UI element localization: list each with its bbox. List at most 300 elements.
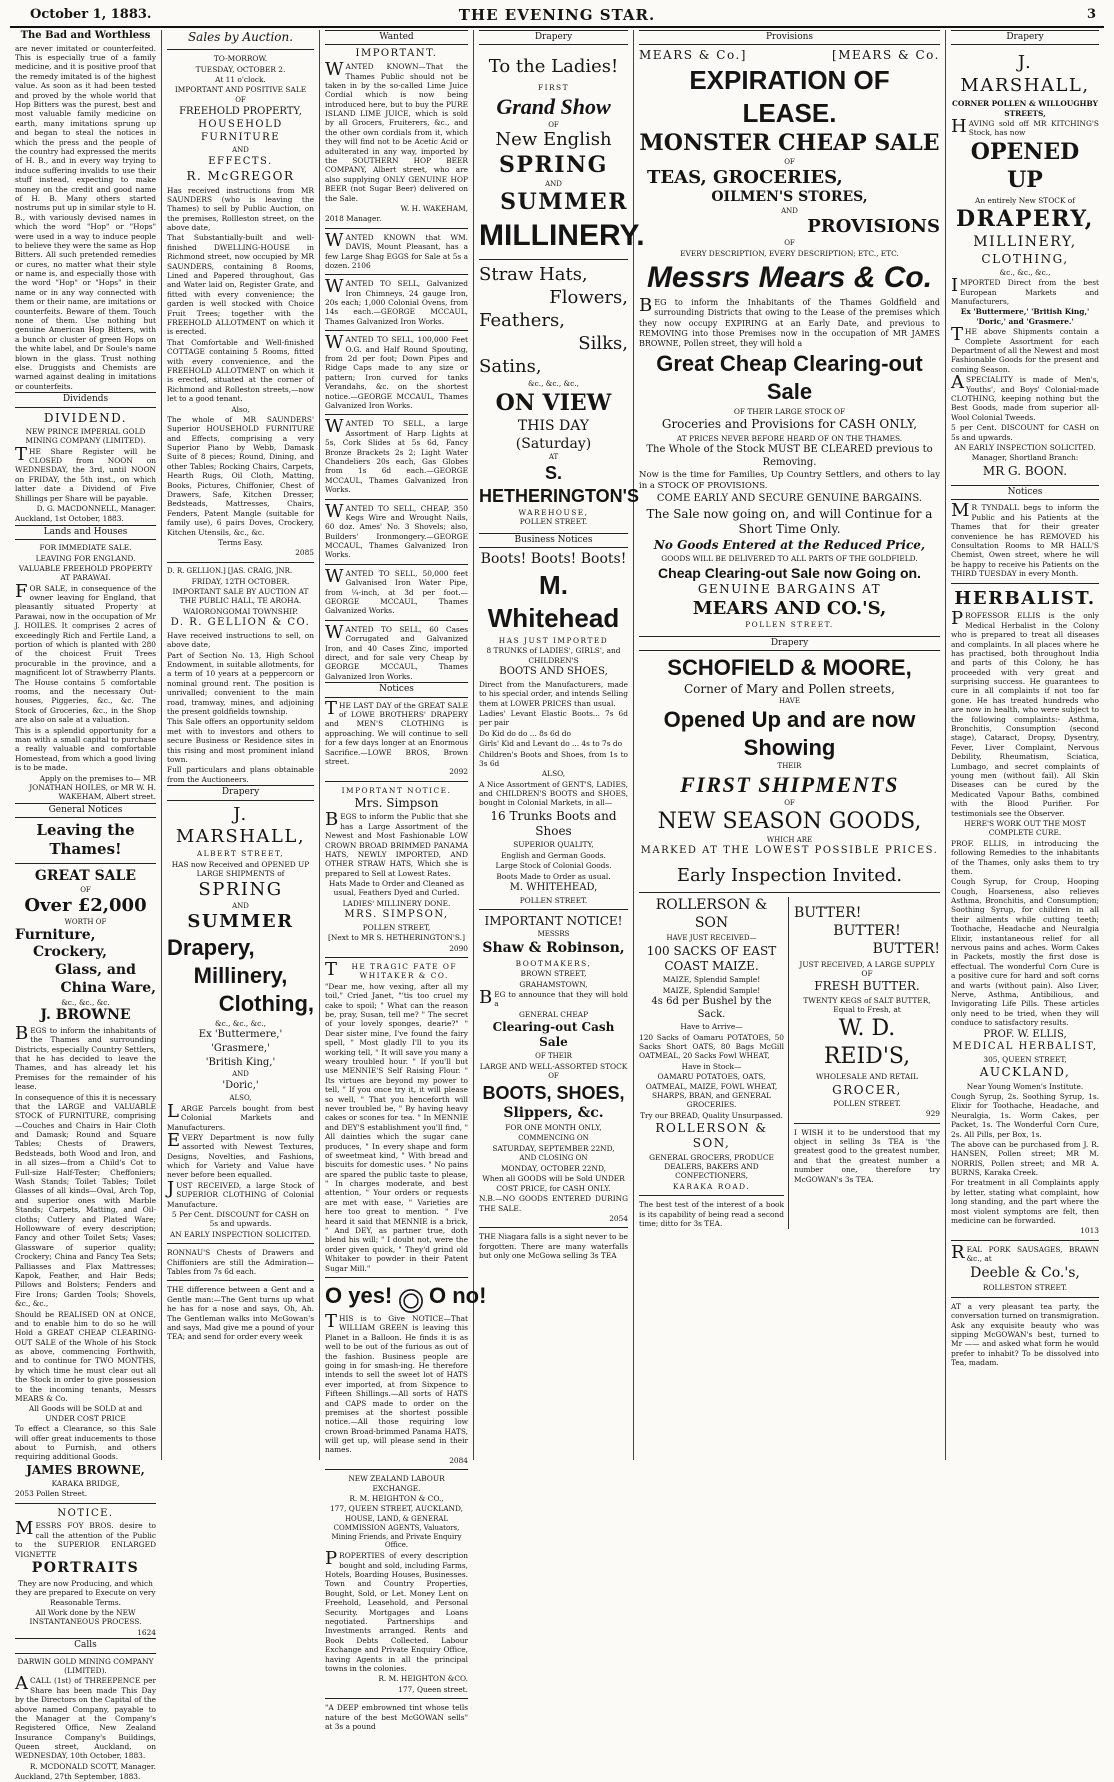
ad-line: BOOTMAKERS, [515,958,592,968]
ad-line: China Ware, [60,979,156,996]
ad-line: Also, [231,404,250,414]
ad-line: BOOTS AND SHOES, [499,666,608,678]
ad-line: ON VIEW [495,389,612,416]
auctioneer-name: R. McGREGOR [186,169,295,184]
ad-line: 4s 6d per Bushel by the Sack. [651,995,772,1020]
ad-line: GROCER, [832,1082,902,1097]
ad-line: IMPORTANT SALE BY AUCTION AT THE PUBLIC HALL, TE AROHA. [172,587,309,606]
ad-line: BOOTS, SHOES, [482,1082,625,1103]
column-6 [946,30,1104,1460]
ad-body: Part of Section No. 13, High School Endowment, in suitable allotments, for a term of 10 years at a peppercorn or nominal ground rent. The position is unrivalled; convenient to the main road, tramway, mines, and adjoining the present goldfields township. [167,650,314,717]
ad-line: OF [548,120,559,129]
ad-body: LARGE Parcels bought from best Colonial Markets and Manufacturers. [167,1100,314,1132]
ad-line: POLLEN STREET, [362,922,431,932]
ad-line: HOUSE, LAND, & GENERAL COMMISSION AGENTS, Valuators, Mining Friends, and Private Enquiry Office. [331,1514,462,1550]
section-heading: Notices [951,485,1099,500]
ad-line: AUCKLAND, [979,1065,1071,1080]
ad-body: This Sale offers an opportunity seldom met with to investors and others to secure Business or Residence sites in this rising and most prominent inland town. [167,717,314,764]
ad-line: MILLINERY, [973,233,1077,250]
ad-title: IMPORTANT NOTICE. [341,785,452,795]
price-line: Girls' Kid and Levant do ... 4s to 7s do [479,739,623,749]
ad-line: Furniture, [15,926,96,943]
ad-body: In consequence of this it is necessary that the LARGE and VALUABLE STOCK of FURNITURE, comprising—Couches and Chairs in Hair Cloth and Damask; Round and Square Tables; Chests of Drawers, Bedsteads, both Wood and Iron, and in all sizes—from a Child's Cot to Full-size Half-Tester; Cheffoniers; Wash Stands; Toilet Tables; Toilet Glasses of all kinds—Oval, Arch Top, and superior ones with Marble Stands; Carpets, Matting, and Oil-cloths; Cutlery and Plated Ware; Hollowware of every description; Fancy and other Toilet Sets; Vases; Glassware of superior quality; Crockery; China and Fancy Tea Sets; Palliasses and Flax Mattresses; Kapok, Feather, and Hair Beds; Pillows and Bolsters; Fenders and Fire Irons; Garden Tools; Shovels, &c., &c., [15,1092,156,1309]
ad-body: BEGS to inform the Public that she has a Large Assortment of the Newest and Most Fashionable LOW CROWN BROAD BRIMMED PANAMA HATS, NEWLY IMPORTED, AND OTHER STRAW HATS, Which she is prepared to Sell at Lowest Rates. [325,809,468,878]
ad-line: Slippers, &c. [503,1104,604,1121]
ad-line: OF [784,238,795,247]
ad-body: AT a very pleasant tea party, the conversation turned on transmigration. Ask any exquisite beauty who was sipping McGOWAN's best, turned to Mr —— and asked what form he would prefer to inhabit? To be dissolved into Tea, madam. [951,1301,1099,1368]
poem-body: "Dear me, how vexing, after all my toil," Cried Janet, "'tis too cruel my cake to spoil; " What can the reason be, pray, Susan, tell me? " The secret of your lovely sponges, dearie?" " Dear sister mine, I've found the fairy spell, " Most gladly I'll to you its working tell, " It will save you many a weary troubled hour. " If you'll but use MENNIE'S Self Raising Flour. " Its virtues are beyond my power to tell, " If you once try it, it will please so well, " That you henceforth will never troubled be, " By having heavy cakes or scones for tea. " In MENNIE and DEY'S establishment you'll find, " All dainties which the sugar cane produces, " In every shape and form of sweetmeat kind, " With bread and biscuits for domestic uses. " No pains are spared the public taste to please, " In charges moderate, and best attention, " Your orders or requests are met with ease, " Varieties are here too great to mention. " I've heard it said that MENNIE is a brick, " And DEY, as partner true, doth blend his will; " I doubt not, were the order given quick, " They'd grind old Whitaker to powder in their Patent Sugar Mill." [325,981,468,1273]
ad-line: AND [781,207,798,216]
ad-line: WORTH OF [64,917,107,926]
butter-ad [789,897,940,1229]
page-number: 3 [1086,7,1096,22]
ad-line: FRIDAY, 12TH OCTOBER. [191,576,290,586]
ad-line: Glass, and [55,962,136,979]
ad-line: JUST RECEIVED, A LARGE SUPPLY OF [799,959,935,978]
section-heading: Sales by Auction. [187,30,294,44]
ad-line: AN EARLY INSPECTION SOLICITED. [954,442,1096,452]
ad-line: AND [545,180,562,189]
ad-line: PROVISIONS [807,216,940,237]
ad-line: POLLEN STREET. [745,620,834,630]
ad-line: WHOLESALE AND RETAIL [815,1072,919,1082]
ad-line: ALSO, [229,1093,252,1102]
masthead [10,4,1104,28]
ad-body: WANTED TO SELL, CHEAP, 350 Kegs Wire and Wrought Nails, 60 doz. Ames' No. 3 Shovels; also, Builders' Ironmongery.—GEORGE MCCAUL, Thames Galvanized Iron Works. [325,500,468,560]
section-heading: Drapery [639,636,940,651]
ad-line: The Whole of the Stock MUST BE CLEARED previous to Removing. [646,443,933,468]
ad-headline: To the Ladies! [488,56,619,78]
signature: MRS. SIMPSON, [344,909,449,921]
column-1 [10,30,162,1782]
ad-ref: 2054 [609,1213,628,1223]
bottom-ads-row [639,897,940,1229]
ad-line: AND [232,1070,249,1079]
signature: 177, Queen street. [398,1684,468,1694]
signature: M. WHITEHEAD, [509,881,598,893]
column-2 [162,30,320,1460]
ad-body: Now is the time for Families, Up Country Settlers, and others to lay in a STOCK OF PROVISIONS. [639,470,940,492]
ad-line: OF [548,1071,559,1080]
ad-line: 'Doric,' [222,1080,259,1092]
ad-line: Opened Up and are now Showing [663,707,916,761]
ad-line: HAVE JUST RECEIVED— [666,933,757,942]
ad-line: FRESH BUTTER. [814,979,920,994]
ad-heading: The Bad and Worthless [20,30,151,41]
ad-line: POLLEN STREET. [519,517,588,527]
section-heading: Drapery [167,785,314,800]
ad-line: Manager, Shortland Branch: [971,453,1079,463]
ad-headline: SCHOFIELD & MOORE, [667,655,912,681]
ad-line: GENUINE BARGAINS AT [697,582,882,597]
ad-body: Cough Syrup, 2s. Soothing Syrup, 1s. Elixir for Toothache, Headache, and Neuralgia, 1s. Worm Cakes, per Packet, 1s. The Wonderful Corn Cure, 2s. All Pills, per Box, 1s. [951,1091,1099,1139]
ad-body: They are now Producing, and which they are prepared to Execute on very Reasonable Terms. [15,1578,156,1607]
ad-body: The best test of the interest of a book is its capability of being read a second time; ditto for 3s TEA. [639,1200,784,1228]
ad-line: [Next to MR S. HETHERINGTON'S.] [328,933,465,943]
ad-line: SUPERIOR QUALITY, [513,840,594,850]
ad-body: WANTED KNOWN that WM. DAVIS, Mount Pleasant, has a few Large Shag EGGS for Sale at 5s a dozen. 2106 [325,229,468,270]
ad-body: MESSRS FOY BROS. desire to call the attention of the Public to the SUPERIOR ENLARGED VIGNETTE [15,1518,156,1559]
ad-ref: 2085 [295,548,314,558]
ad-line: MAIZE, Splendid Sample! [662,985,761,995]
ad-line: Early Inspection Invited. [676,865,903,887]
price-line: Children's Boots and Shoes, from 1s to 3s 6d [479,749,628,768]
rollerson-ad [639,897,789,1229]
column-3 [320,30,487,1731]
ad-line: BUTTER! [833,923,901,940]
ad-line: KARAKA BRIDGE, [51,1478,120,1488]
ad-line: FREEHOLD PROPERTY, [179,105,302,117]
ad-body: Should be REALISED ON at ONCE, and to enable him to do so he will Hold a GREAT CHEAP CLEARING-OUT SALE of the Whole of his Stock as above, commencing Forthwith, and to continue for TWO MONTHS, by which time he must clear out all the Stock in order to give possession to the incoming tenants, Messrs MEARS & Co. [15,1309,156,1404]
ad-line: Clearing-out Cash Sale [492,1020,615,1050]
ad-line: MAIZE, Splendid Sample! [662,975,761,985]
ad-line: LEAVING FOR ENGLAND. [35,553,136,563]
ad-ref: 2092 [449,767,468,777]
ad-body: The whole of MR SAUNDERS' Superior HOUSEHOLD FURNITURE and Effects, comprising a very Superior Piano by Webb, Damask Suite of 8 pieces; Round, Dining, and other Tables; Rocking Chairs, Carpets, Hearth Rugs, Oil Cloth, Matting, Books, Pictures, Chiffonier, Chest of Drawers, Safe, Kitchen Dresser, Bedsteads, Mattresses, Chairs, Fenders, Patent Mangle (suitable for family use), 6 pairs Doves, Crockery, Kitchen Utensils, &c., &c. [167,414,314,537]
ad-line: OF [784,157,795,166]
ad-body: 5 Per Cent. DISCOUNT for CASH on 5s and upwards. [171,1210,310,1229]
ad-line: LADIES' MILLINERY DONE. [342,898,451,908]
ad-body: BEG to announce that they will hold a [479,987,628,1009]
ad-line: ALSO, [541,769,566,779]
ad-ref: 2084 [449,1455,468,1465]
section-heading: Provisions [639,30,940,45]
signature: PROF. W. ELLIS, [983,1028,1067,1040]
ad-line: Clothing, [218,990,314,1016]
ad-line: Messrs Mears & Co. [646,261,933,295]
ad-line: English and German Goods. [501,850,606,860]
ad-body: For treatment in all Complaints apply by letter, stating what complaint, how long standing, and the part where the most violent symptoms are felt, then medicine can be forwarded. [951,1178,1099,1226]
auctioneer-name: D. R. GELLION & CO. [170,617,311,629]
ad-line: MEARS & Co.] [639,48,747,63]
ad-line: EFFECTS. [208,155,273,167]
ad-line: AND CLOSING ON [519,1154,588,1163]
ad-line: ROLLESTON STREET. [982,1283,1068,1293]
section-heading: General Notices [15,803,156,818]
ad-line: Have to Arrive— [680,1022,743,1032]
ad-line: HAVE [779,697,800,706]
ad-line: HERE'S WORK OUT THE MOST COMPLETE CURE. [964,818,1086,838]
ad-line: Boots Made to Order as usual. [496,871,611,881]
ad-body: IMPORTED Direct from the best European Markets and Manufacturers, [951,275,1099,307]
ad-line: &c., &c., &c., [528,379,579,389]
ad-line: AND [232,145,249,154]
ad-line: OF THEIR [535,1051,572,1060]
ad-line: CORNER POLLEN & WILLOUGHBY STREETS, [952,99,1098,118]
ad-body: BEG to inform the Inhabitants of the Thames Goldfield and surrounding Districts that owing to the Lease of the premises which they now occupy EXPIRING at an Early Date, and previous to REMOVING into those Premises now in the occupation of MR JAMES BROWNE, Pollen street, they will hold a [639,295,940,348]
ad-title: IMPORTANT NOTICE! [484,913,623,928]
ad-line: WAREHOUSE, [518,507,589,517]
ad-line: SATURDAY, SEPTEMBER 22ND, [492,1143,615,1153]
ad-body: EVERY Department is now fully assorted with Newest Textures, Designs, Novelties, and Fashions, which for Variety and Value have never before been equalled. [167,1129,314,1180]
price-line: Ladies' Levant Elastic Boots... 7s 6d per pair [479,708,628,728]
ad-title: THE TRAGIC FATE OF WHITAKER & CO. [325,959,458,981]
ad-headline: Leaving the Thames! [36,821,135,859]
ad-body: JUST RECEIVED, a large Stock of SUPERIOR CLOTHING of Colonial Manufacture. [167,1177,314,1209]
ad-headline: EXPIRATION OF LEASE. [689,64,890,128]
ad-line: BUTTER! [794,905,862,922]
ad-body: All Work done by the NEW INSTANTANEOUS PROCESS. [29,1607,142,1627]
signature: W. H. WAKEHAM, [400,203,468,213]
ad-ref: 2018 Manager. [325,214,382,224]
ad-body: Has received instructions from MR SAUNDERS (who is leaving the Thames) to sell by Public Auction, on the premises, Rollleston street, on the above date, [167,185,314,233]
ad-line: SPRING [499,152,608,179]
mears-header-row [639,48,940,63]
ad-body: A Nice Assortment of GENT'S, LADIES, and CHILDREN'S BOOTS and SHOES, bought in Colonial Markets, in all— [479,779,628,808]
ad-line: Straw Hats, [479,264,588,286]
ad-line: 8 TRUNKS of LADIES', GIRLS', and CHILDREN'S [486,646,621,665]
ad-body: WANTED TO SELL, 60 Cases Corrugated and Galvanized Iron, and 40 Cases Zinc, imported direct, and for sale very Cheap by GEORGE MCCAUL, Thames Galvanized Iron Works. [325,621,468,681]
ad-line: AT [548,453,559,462]
ad-line: ALBERT STREET, [196,849,285,859]
ad-line: HAS JUST IMPORTED [498,635,609,645]
ad-line: Ex 'Buttermere,' 'British King,' 'Doric,' and 'Grasmere.' [960,307,1090,326]
ad-line: BROWN STREET, [520,969,587,979]
ad-line: AND [232,902,249,911]
ad-body: Direct from the Manufacturers, made to his special order, and intends Selling them at LOWER PRICES than usual. [479,679,628,708]
ad-headline: HERBALIST. [954,587,1096,609]
ad-line: WAIORONGOMAI TOWNSHIP. [182,606,299,616]
ad-signature: JAMES BROWNE, [26,1462,145,1477]
ad-body: When all GOODS will be Sold UNDER COST PRICE, for CASH ONLY. [482,1174,625,1193]
newspaper-title: THE EVENING STAR. [458,6,656,24]
ad-body: "A DEEP embrowned tint whose tells nature of the best McGOWAN sells" at 3s a pound [325,1703,468,1731]
ad-body: RONNAU'S Chests of Drawers and Chiffoniers are still the Admiration—Tables from 7s 6d each. [167,1248,314,1276]
ad-line: VALUABLE FREEHOLD PROPERTY AT PARAWAI. [18,563,153,583]
ad-line: FOR IMMEDIATE SALE. [39,543,132,553]
ad-line: Flowers, [549,287,628,309]
ad-body: PROF. ELLIS, in introducing the following Remedies to the inhabitants of the Thames, only asks them to try them. [951,838,1099,876]
ad-line: TUESDAY, OCTOBER 2. [195,64,286,74]
ad-line: Satins, [479,355,542,377]
ad-title: DIVIDEND. [43,410,128,425]
ad-title: NEW ZEALAND LABOUR EXCHANGE. [348,1474,445,1493]
ad-line: Shaw & Robinson, [482,940,625,957]
ad-line: The Sale now going on, and will Continue for a Short Time Only. [646,506,933,536]
ad-title: IMPORTANT. [355,48,438,60]
ad-line: Millinery, [193,962,288,988]
section-heading: Lands and Houses [15,525,156,540]
ad-line: HOUSEHOLD FURNITURE [198,119,283,144]
section-heading: Dividends [15,392,156,407]
ad-body: I WISH it to be understood that my object in selling 3s TEA is 'the greatest good to the greatest number, and that the greatest number a number one, therefore try McGOWAN's 3s TEA. [794,1127,940,1184]
ad-ref: 1624 [137,1627,156,1637]
ad-body: HAVING sold off MR KITCHING'S Stock, has now [951,115,1099,138]
ad-line: GENERAL GROCERS, PRODUCE DEALERS, BAKERS AND CONFECTIONERS, [649,1152,774,1181]
ad-line: THIS DAY (Saturday) [515,417,592,452]
ad-line: Terms Easy. [218,537,263,547]
ad-line: COME EARLY AND SECURE GENUINE BARGAINS. [656,492,923,504]
ad-body: BEGS to inform the inhabitants of the Thames and surrounding Districts, especially Country Settlers, that he has decided to leave the Thames, and has already let his Premises for the remainder of his lease. [15,1022,156,1092]
ad-body: WANTED TO SELL, 100,000 Feet O.G. and Half Round Spouting, from 2d per foot; Down Pipes and Ridge Caps made to any size or pattern; Iron curved for tanks Verandahs, &c. on the shortest notice.—GEORGE MCCAUL, Thames Galvanized Iron Works. [325,332,468,410]
ad-line: Grand Show [496,93,611,119]
ad-body: WANTED TO SELL, 50,000 feet Galvanised Iron Water Pipe, from ¼-inch, at 3d per foot.—GEORGE MCCAUL, Thames Galvanized Works. [325,565,468,616]
ad-body: OAMARU POTATOES, OATS, OATMEAL, MAIZE, FOWL WHEAT, SHARPS, BRAN, and GENERAL GROCERIES. [645,1072,778,1110]
ad-body: That Substantially-built and well-finished DWELLING-HOUSE in Richmond street, now occupied by MR SAUNDERS, containing 8 Rooms, Lined and Papered throughout, Gas and Water laid on, Register Grate, and fitted with every convenience; the garden is well stocked with Choice Fruit Trees; together with the FREEHOLD ALLOTMENT on which it is erected. [167,233,314,337]
ad-line: TO-MORROW. [213,54,268,64]
ad-line: FIRST SHIPMENTS [680,772,899,798]
ad-line: WHICH ARE [766,835,813,844]
ad-line: LARGE AND WELL-ASSORTED STOCK [479,1061,628,1071]
ad-line: MESSRS [537,930,570,939]
sun-face-icon [399,1289,423,1313]
ad-body: are never imitated or counterfeited. This is especially true of a family medicine, and it is positive proof that the remedy imitated is of the highest value. As soon as it had been tested and proved by the whole world that Hop Bitters was the purest, best and most valuable family medicine on earth, many imitations sprung up and began to steal the notices in which the press and the people of the country had expressed the merits of H. B., and in every way trying to induce suffering invalids to use their stuff instead, expecting to make money on the credit and good name of H. B. Many others started nostrums put up in similar style to H. B., with variously devised names in which the word "Hop" or "Hops" were used in a way to induce people to believe they were the same as Hop Bitters. All such pretended remedies or cures, no matter what their style or name is, and especially those with the word "Hop" or "Hops" in their name or in any way connected with them or their name, are imitations or counterfeits. Beware of them. Touch none of them. Use nothing but genuine American Hop Bitters, with a bunch or cluster of green Hops on the white label, and Dr Soule's name blown in the glass. Trust nothing else. Druggists and Chemists are warned against dealing in imitations or counterfeits. [15,43,157,391]
ad-line: 177, QUEEN STREET, AUCKLAND, [329,1504,464,1514]
ad-body: ACALL (1st) of THREEPENCE per Share has been made This Day by the Directors on the Capital of the above named Company, payable to the Manager at the Company's Registered Office, New Zealand Insurance Company's Buildings, Queen street, Auckland, on WEDNESDAY, 10th October, 1883. [15,1673,156,1761]
ad-body: THE difference between a Gent and a Gentle man:—The Gent turns up what he has for a nose and says, Oh, Ah. The Gentleman walks into McGowan's and says, Mad give me a pound of your TEA; and send for order every week [167,1285,314,1342]
oyes-right-text: O no! [428,1282,487,1308]
ad-line: MEDICAL HERBALIST, [952,1041,1098,1053]
ad-line: Deeble & Co.'s, [970,1264,1080,1281]
oyes-left-text: O yes! [325,1282,393,1308]
ad-line: OPENED UP [970,138,1080,193]
ad-line: TEAS, GROCERIES, [647,166,843,188]
ad-body: HAS now Received and OPENED UP LARGE SHIPMENTS of [171,859,310,879]
section-heading: Drapery [479,30,628,45]
ad-body: This is a splendid opportunity for a man with a small capital to purchase a really valuable and comfortable Homestead, from which a good living is to be made. [15,725,156,773]
ad-line: J. BROWNE [40,1007,131,1024]
ad-line: Large Stock of Colonial Goods. [495,861,612,871]
ad-line: AT PRICES NEVER BEFORE HEARD OF ON THE THAMES. [676,433,903,443]
ad-body: 5 per Cent. DISCOUNT for CASH on 5s and upwards. [951,423,1099,442]
ad-line: CLOTHING, [981,251,1069,266]
ad-body: THIS is to Give NOTICE—That WILLIAM GREEN is leaving this Planet in a Balloon. He finds it is as well to be out of the furious as out of the fashion. Business people are going in for smash-ing. He therefore intends to sell the sweet lot of HATS ever imported, at from Sixpence to Fifteen Shillings.—All sorts of HATS and CAPS made to order on the premises at the shortest possible notice.—All those requiring low crown Broad-brimmed Panama HATS, will get up, will please send in their names. [325,1310,468,1455]
ad-body: THE above Shipments contain a Complete Assortment for each Department of all the Newest and most Fashionable Goods for the present and coming Season. [951,324,1099,374]
dateline: Auckland, 1st October, 1883. [15,514,124,524]
ad-body: AN EARLY INSPECTION SOLICITED. [169,1229,312,1239]
ad-line: Corner of Mary and Pollen streets, [683,682,895,697]
ad-line: POLLEN STREET. [519,895,588,905]
ad-line: Over £2,000 [24,894,147,916]
ad-body: To effect a Clearance, so this Sale will offer great inducements to those about to Furnish, and others requiring additional Goods. [15,1424,156,1462]
ad-line: OF [784,799,795,808]
ad-headline: ROLLERSON & SON [655,897,768,932]
ad-line: An entirely New STOCK of [975,195,1075,205]
section-heading: Calls [15,1638,156,1653]
ad-line: M. Whitehead [487,569,620,633]
ad-line: Have in Stock— [681,1061,742,1071]
ad-body: ASPECIALITY is made of Men's, Youths', and Boys' Colonial-made CLOTHING, keeping nothing but the Best Goods, made from superior all-Wool Colonial Tweeds. [951,372,1099,422]
section-heading: Notices [325,682,468,697]
ad-line: No Goods Entered at the Reduced Price, [653,537,926,552]
ad-body: Full particulars and plans obtainable from the Auctioneers. [167,765,314,784]
ad-line: DRAPERY, [956,205,1094,232]
ad-line: Drapery, [167,935,255,961]
ad-line: Ex 'Buttermere,' [198,1029,283,1041]
section-heading: Business Notices [479,533,628,548]
ad-line: IMPORTANT AND POSITIVE SALE [174,85,307,95]
ad-line: OILMEN'S STORES, [711,189,868,206]
oyes-banner [325,1282,487,1313]
ad-line: MONDAY, OCTOBER 22ND, [500,1163,606,1173]
dateline: Auckland, 27th September, 1883. [15,1772,141,1782]
company-name: DARWIN GOLD MINING COMPANY (LIMITED). [17,1656,154,1675]
ad-body: THE LAST DAY of the GREAT SALE of LOWE BROTHERS' DRAPERY and MEN'S CLOTHING is approaching. We will continue to sell for a few days longer at an Enormous Sacrifice.—LOWE BROS, Brown street. [325,697,468,766]
ad-line: POLLEN STREET. [833,1098,901,1108]
ad-body: Cough Syrup, for Croup, Hooping Cough, Hoarseness, also relieves Asthma, Bronchitis, and Consumption; Soothing Syrup, for children in all their ailments while cutting teeth; Toothache, Headache and Neuralgia Elixir, instantaneous relief for all nervous pains and aches. Worm Cakes in Packets, mostly the first dose is effectual. The wonderful Corn Cure is a positive cure for hard and soft corns and warts (without pain). Also Liver, Nerve, Asthma, Antibilious, and Invigorating Life Pills. These articles only need to be tried, when they will conduce to satisfactory results. [951,877,1099,1028]
ad-line: GOODS WILL BE DELIVERED TO ALL PARTS OF THE GOLDFIELD. [661,554,918,564]
ad-line: OF [235,95,246,104]
ad-line: Cheap Clearing-out Sale now Going on. [658,564,921,581]
ad-line: MEARS AND CO.'S, [692,597,887,619]
ad-line: At 11 o'clock. [215,75,266,85]
section-heading: Drapery [951,30,1099,45]
ad-headline: Boots! Boots! Boots! [480,551,627,568]
ad-body: All Goods will be SOLD at and UNDER COST PRICE [28,1404,143,1423]
section-heading: Wanted [325,30,468,45]
ad-line: W. D. REID'S, [823,1016,911,1070]
ad-ref: 929 [925,1109,940,1119]
ad-line: BUTTER! [872,940,940,957]
ad-line: GRAHAMSTOWN, [519,979,588,989]
ad-header: D. R. GELLION.] [JAS. CRAIG, JNR. [167,566,293,575]
ad-line: Crockery, [33,944,108,961]
ad-line: FOR ONE MONTH ONLY, [505,1123,602,1133]
signature: D. G. MACDONNELL, Manager. [36,503,156,513]
ad-line: 100 SACKS OF EAST COAST MAIZE. [646,943,777,973]
ad-body: Hats Made to Order and Cleaned as usual, Feathers Dyed and Curled. [328,879,465,898]
ad-body: The above can be purchased from J. R. HANSEN, Pollen street; MR M. NORRIS, Pollen street; and MR A. BURNS, Karaka Creek. [951,1139,1099,1178]
ad-line: R. M. HEIGHTON & CO., [349,1494,444,1504]
ad-line: TWENTY KEGS of SALT BUTTER, Equal to Fresh, at [803,995,931,1014]
ad-body: WANTED TO SELL, a large Assortment of Harp Lights at 5s, Cork Slides at 5s 6d, Fancy Bronze Brackets 2s 2; Light Water Chandeliers 20s each, Gas Globes from 1s 6d each.—GEORGE MCCAUL, Thames Galvanized Iron Works. [325,416,468,495]
ad-line: Silks, [578,332,628,354]
ad-body: N.B.—NO GOODS ENTERED DURING THE SALE. [479,1194,628,1213]
ad-line: MILLINERY. [479,219,645,253]
ad-body: MR TYNDALL begs to inform the Public and his Patients at the Thames that for their greater convenience he has REMOVED his Consultation Rooms to MR HALL'S Chemist, Owen street, where he will be happy to receive his Patients on the THIRD TUESDAY in every Month. [951,500,1099,579]
ad-ref: 2053 Pollen Street. [15,1489,88,1499]
ad-line: Groceries and Provisions for CASH ONLY, [661,417,918,432]
price-line: Do Kid do do ... 8s 6d do [479,728,571,738]
ad-body: That Comfortable and Well-finished COTTAGE containing 5 Rooms, fitted with every convenience, and the FREEHOLD ALLOTMENT on which it is erected, situated at the corner of Richmond and Rolleston streets,—now let to a good tenant. [167,337,314,404]
ad-body: Have received instructions to sell, on above date, [167,630,314,650]
issue-date: October 1, 1883. [30,7,152,22]
ad-name: Mrs. Simpson [354,796,439,811]
ad-body: FOR SALE, in consequence of the owner leaving for England, that pleasantly situated Property at Parawai, now in the occupation of Mr J. HOILES. It comprises 2 acres of exceedingly Rich and Fertile Land, a portion of which is planted with 280 of the choicest Fruit Trees procurable in the province, and a magnificent lot of Strawberry Plants. The House contains 5 comfortable rooms, and the necessary Out-houses, Piggeries, &c., &c. The Stock of Groceries, &c., in the Shop are also on sale at a valuation. [15,580,156,725]
column-5 [634,30,946,1460]
ad-line: &c., &c., &c. [61,997,110,1007]
ad-line: KARAKA ROAD. [672,1181,751,1191]
ad-line: 16 Trunks Boots and Shoes [490,808,617,839]
column-4 [474,30,645,1460]
ad-line: SPRING [198,879,283,901]
ad-line: GENERAL CHEAP [518,1009,589,1019]
ad-line: Try our BREAD, Quality Unsurpassed. [640,1110,783,1120]
ad-line: Feathers, [479,309,565,331]
signature: ROLLERSON & SON, [655,1121,768,1151]
ad-body: PROPERTIES of every description bought and sold, including Farms, Hotels, Boarding Houses, Businesses. Town and Country Properties, Bought, Sold, or Let. Money Lent on Freehold, Leasehold, and Personal Security. Mortgages and Loans negotiated. Partnerships and Investments arranged. Rents and Book Debts Collected. Labour Exchange and Private Enquiry Office, having Agents in all the principal towns in the colonies. [325,1548,468,1673]
ad-line: OF THEIR LARGE STOCK OF [733,406,846,416]
ad-line: FIRST [537,83,570,93]
ad-line: THEIR [777,762,802,771]
ad-body: THE Share Register will be CLOSED from NOON on WEDNESDAY, the 3rd, until NOON on FRIDAY, the 5th inst., on which latter date a Dividend of Five Shillings per Share will be payable. [15,443,156,503]
ad-line: Near Young Women's Institute. [966,1081,1084,1091]
ad-headline: J. MARSHALL, [175,803,306,848]
ad-line: [MEARS & Co. [832,48,940,63]
ad-line: SUMMER [500,189,628,216]
ad-line: MONSTER CHEAP SALE [639,129,940,156]
ad-line: COMMENCING ON [518,1133,589,1142]
ad-line: &c., &c., &c., [215,1018,266,1028]
signature: R. MCDONALD SCOTT, Manager. [29,1761,156,1771]
ad-body: 120 Sacks of Oamaru POTATOES, 50 Sacks Short OATS, 80 Bags McGill OATMEAL, 20 Sacks Fowl WHEAT, [639,1032,784,1061]
ad-line: 'British King,' [205,1056,276,1068]
ad-body: PROFESSOR ELLIS is the only Medical Herbalist in the Colony who is prepared to treat all diseases and complaints. In all places where he has practised, both throughout India and parts of this Colony, he has proceeded with very great and surprising success. He guarantees to cure in all complaints if not too far gone. He has treated hundreds who are now in health, who were subject to the following complaints:- Asthma, Bronchitis, Consumption (second stage), Cataract, Dropsy, Dysentry, Fever, Liver Complaint, Nervous Debility, Rheumatism, Sciatica, Lumbago, and secret complaints of young men (without fail). All Skin Diseases can be cured by the Medicated Vapour Baths, combined with the Blood Purifier. For testimonials see the Observer. [951,608,1099,818]
ad-ref: 2090 [449,943,468,953]
ad-line: OF [80,885,91,894]
ad-line: Great Cheap Clearing-out Sale [656,351,923,404]
ad-body: REAL PORK SAUSAGES, BRAWN &c., at [951,1241,1099,1264]
